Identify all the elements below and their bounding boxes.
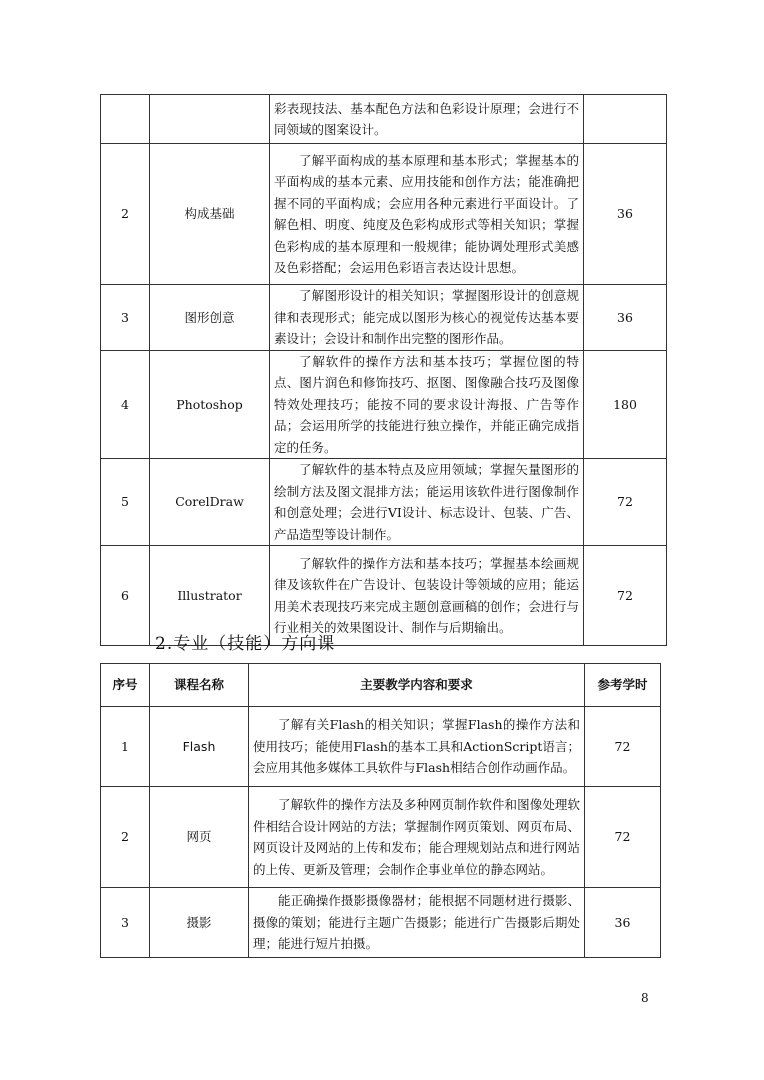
table-row bbox=[101, 350, 667, 459]
table-row bbox=[101, 707, 661, 787]
header-name: 课程名称 bbox=[150, 664, 249, 707]
content-cell: 能正确操作摄影摄像器材；能根据不同题材进行摄影、摄像的策划；能进行主题广告摄影；能进行广告摄影后期处理；能进行短片拍摄。 bbox=[249, 888, 585, 958]
hours-cell: 36 bbox=[584, 144, 667, 285]
num-cell: 5 bbox=[101, 459, 150, 546]
content-cell: 了解平面构成的基本原理和基本形式；掌握基本的平面构成的基本元素、应用技能和创作方法；能准确把握不同的平面构成；会应用各种元素进行平面设计。了解色相、明度、纯度及色彩构成形式等相关知识；掌握色彩构成的基本原理和一般规律；能协调处理形式美感及色彩搭配；会运用色彩语言表达设计思想。 bbox=[270, 144, 584, 285]
table-header-row bbox=[101, 664, 661, 707]
hours-cell: 72 bbox=[584, 459, 667, 546]
hours-cell bbox=[584, 95, 667, 144]
content-cell: 彩表现技法、基本配色方法和色彩设计原理；会进行不同领域的图案设计。 bbox=[270, 95, 584, 144]
content-cell: 了解图形设计的相关知识；掌握图形设计的创意规律和表现形式；能完成以图形为核心的视觉传达基本要素设计；会设计和制作出完整的图形作品。 bbox=[270, 285, 584, 351]
name-cell: 摄影 bbox=[150, 888, 249, 958]
content-cell: 了解软件的操作方法及多种网页制作软件和图像处理软件相结合设计网站的方法；掌握制作网页策划、网页布局、网页设计及网站的上传和发布；能合理规划站点和进行网站的上传、更新及管理；会制作企事业单位的静态网站。 bbox=[249, 787, 585, 888]
course-table-continued bbox=[100, 94, 667, 646]
num-cell bbox=[101, 95, 150, 144]
section-title: 2.专业（技能）方向课 bbox=[155, 634, 336, 654]
num-cell: 1 bbox=[101, 707, 150, 787]
name-cell: 构成基础 bbox=[150, 144, 270, 285]
page-number: 8 bbox=[641, 991, 649, 1005]
hours-cell: 36 bbox=[584, 285, 667, 351]
hours-cell: 72 bbox=[585, 787, 661, 888]
content-cell: 了解软件的操作方法和基本技巧；掌握位图的特点、图片润色和修饰技巧、抠图、图像融合技巧及图像特效处理技巧；能按不同的要求设计海报、广告等作品；会运用所学的技能进行独立操作，并能正确完成指定的任务。 bbox=[270, 350, 584, 459]
header-content: 主要教学内容和要求 bbox=[249, 664, 585, 707]
name-cell bbox=[150, 95, 270, 144]
content-cell: 了解有关Flash的相关知识；掌握Flash的操作方法和使用技巧；能使用Flash的基本工具和ActionScript语言；会应用其他多媒体工具软件与Flash相结合创作动画作品。 bbox=[249, 707, 585, 787]
table-row bbox=[101, 888, 661, 958]
table-row bbox=[101, 144, 667, 285]
content-cell: 了解软件的操作方法和基本技巧；掌握基本绘画规律及该软件在广告设计、包装设计等领域的应用；能运用美术表现技巧来完成主题创意画稿的创作；会进行与行业相关的效果图设计、制作与后期输出。 bbox=[270, 546, 584, 646]
table-row bbox=[101, 787, 661, 888]
name-cell: CorelDraw bbox=[150, 459, 270, 546]
name-cell: Flash bbox=[150, 707, 249, 787]
specialty-course-table bbox=[100, 663, 661, 958]
name-cell: 图形创意 bbox=[150, 285, 270, 351]
num-cell: 4 bbox=[101, 350, 150, 459]
header-num: 序号 bbox=[101, 664, 150, 707]
name-cell: Illustrator bbox=[150, 546, 270, 646]
num-cell: 6 bbox=[101, 546, 150, 646]
table-row bbox=[101, 95, 667, 144]
name-cell: Photoshop bbox=[150, 350, 270, 459]
hours-cell: 72 bbox=[584, 546, 667, 646]
table-row bbox=[101, 459, 667, 546]
num-cell: 2 bbox=[101, 144, 150, 285]
hours-cell: 72 bbox=[585, 707, 661, 787]
table-row bbox=[101, 285, 667, 351]
num-cell: 2 bbox=[101, 787, 150, 888]
hours-cell: 180 bbox=[584, 350, 667, 459]
content-cell: 了解软件的基本特点及应用领域；掌握矢量图形的绘制方法及图文混排方法；能运用该软件进行图像制作和创意处理；会进行VI设计、标志设计、包装、广告、产品造型等设计制作。 bbox=[270, 459, 584, 546]
name-cell: 网页 bbox=[150, 787, 249, 888]
header-hours: 参考学时 bbox=[585, 664, 661, 707]
num-cell: 3 bbox=[101, 888, 150, 958]
hours-cell: 36 bbox=[585, 888, 661, 958]
num-cell: 3 bbox=[101, 285, 150, 351]
